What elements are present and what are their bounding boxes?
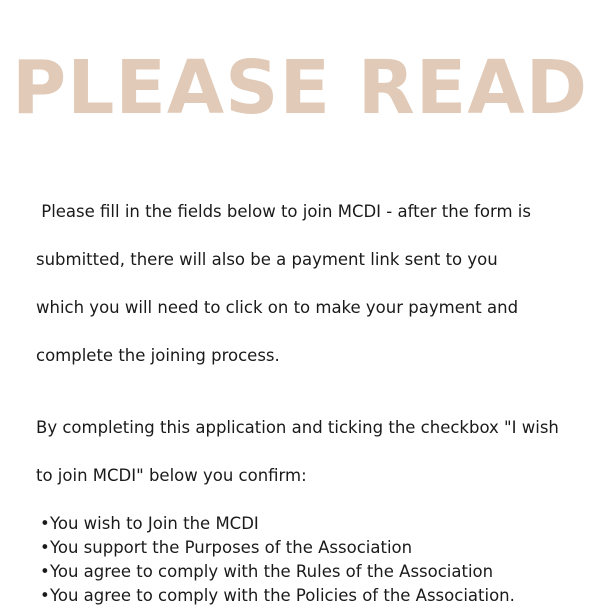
list-item-text: You agree to comply with the Rules of the Association bbox=[50, 562, 494, 581]
page-heading: PLEASE READ bbox=[11, 45, 589, 131]
confirmation-list bbox=[36, 512, 572, 608]
bullet-icon: • bbox=[40, 538, 50, 557]
instructions-block bbox=[36, 176, 572, 608]
list-item-text: You support the Purposes of the Association bbox=[50, 538, 413, 557]
intro-line-2: submitted, there will also be a payment link sent to you bbox=[36, 250, 498, 269]
intro-line-3: which you will need to click on to make your payment and bbox=[36, 298, 519, 317]
list-item-text: You wish to Join the MCDI bbox=[50, 514, 259, 533]
list-item-text: You agree to comply with the Policies of the Association. bbox=[50, 586, 515, 605]
spacer bbox=[36, 488, 572, 512]
confirm-line-1: By completing this application and ticking the checkbox "I wish bbox=[36, 418, 559, 437]
list-item bbox=[36, 512, 572, 536]
confirm-paragraph bbox=[36, 392, 572, 488]
list-item bbox=[36, 584, 572, 608]
spacer bbox=[36, 368, 572, 392]
bullet-icon: • bbox=[40, 586, 50, 605]
bullet-icon: • bbox=[40, 562, 50, 581]
intro-line-4: complete the joining process. bbox=[36, 346, 280, 365]
intro-line-1: Please fill in the fields below to join MCDI - after the form is bbox=[36, 202, 531, 221]
confirm-line-2: to join MCDI" below you confirm: bbox=[36, 466, 307, 485]
bullet-icon: • bbox=[40, 514, 50, 533]
list-item bbox=[36, 560, 572, 584]
intro-paragraph bbox=[36, 176, 572, 368]
list-item bbox=[36, 536, 572, 560]
